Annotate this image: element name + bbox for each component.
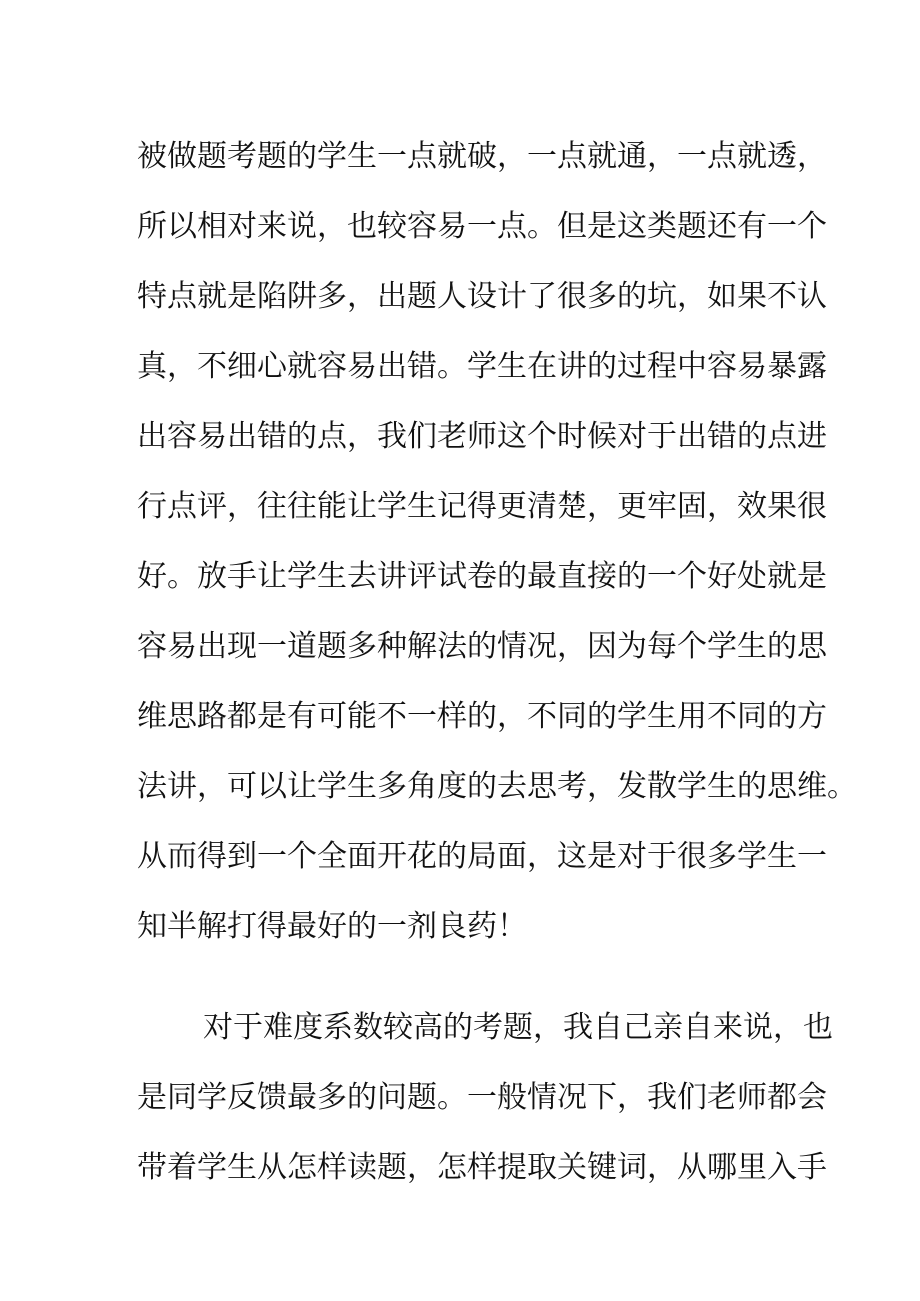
- paragraph-line: 特点就是陷阱多，出题人设计了很多的坑，如果不认: [137, 279, 827, 314]
- paragraph-line: 真，不细心就容易出错。学生在讲的过程中容易暴露: [137, 349, 827, 384]
- paragraph-line: 被做题考题的学生一点就破，一点就通，一点就透，: [137, 139, 827, 174]
- paragraph-line: 从而得到一个全面开花的局面，这是对于很多学生一: [137, 839, 827, 874]
- paragraph-line: 出容易出错的点，我们老师这个时候对于出错的点进: [137, 419, 827, 454]
- paragraph-line: 所以相对来说，也较容易一点。但是这类题还有一个: [137, 209, 827, 244]
- paragraph-line: 法讲，可以让学生多角度的去思考，发散学生的思维。: [137, 769, 857, 804]
- paragraph-line: 容易出现一道题多种解法的情况，因为每个学生的思: [137, 629, 827, 664]
- paragraph-line: 好。放手让学生去讲评试卷的最直接的一个好处就是: [137, 559, 827, 594]
- paragraph-line: 知半解打得最好的一剂良药！: [137, 909, 527, 944]
- paragraph-line: 行点评，往往能让学生记得更清楚，更牢固，效果很: [137, 489, 827, 524]
- paragraph-1: [137, 122, 857, 962]
- paragraph-line: 带着学生从怎样读题，怎样提取关键词，从哪里入手: [137, 1150, 827, 1185]
- paragraph-2: [137, 993, 833, 1203]
- paragraph-line: 维思路都是有可能不一样的，不同的学生用不同的方: [137, 699, 827, 734]
- paragraph-first-line: 对于难度系数较高的考题，我自己亲自来说，也: [203, 1010, 833, 1045]
- paragraph-line: 是同学反馈最多的问题。一般情况下，我们老师都会: [137, 1080, 827, 1115]
